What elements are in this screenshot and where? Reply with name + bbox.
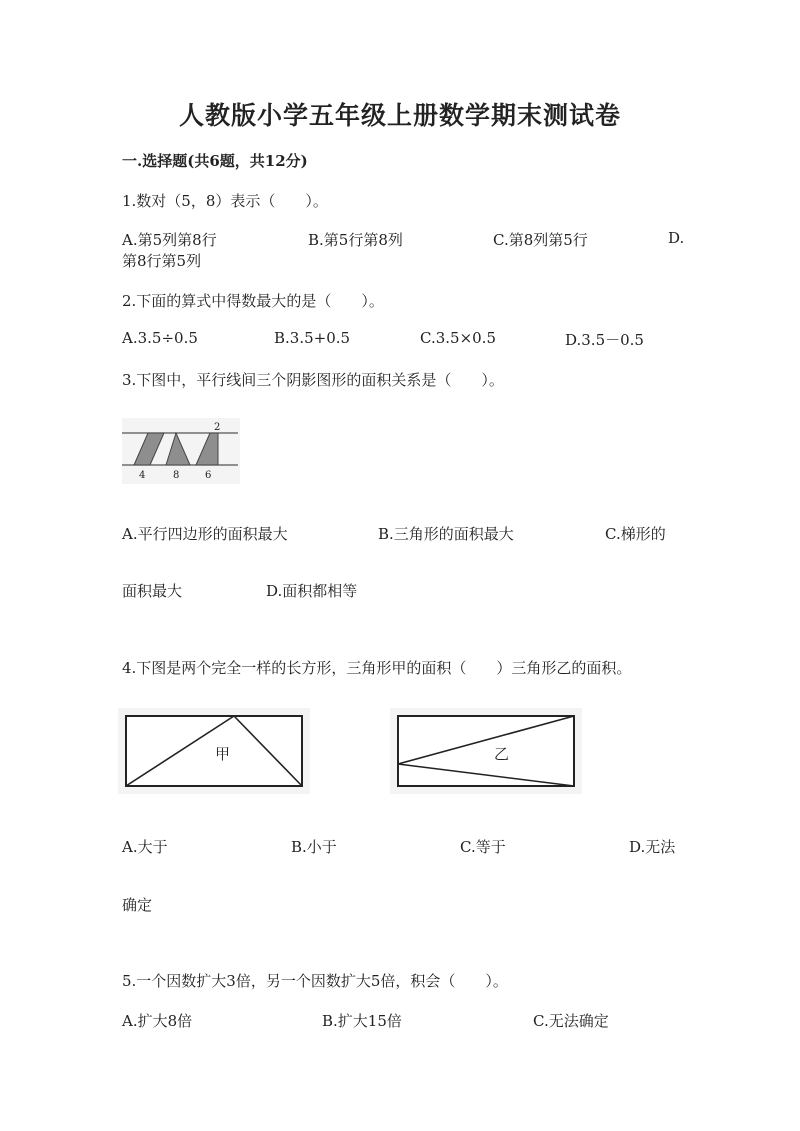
question-3-option-c-text: 面积最大 bbox=[122, 582, 183, 600]
question-1-option-a: A.第5列第8行 bbox=[122, 231, 217, 249]
question-5-stem: 5.一个因数扩大3倍，另一个因数扩大5倍，积会（ ）。 bbox=[122, 972, 508, 990]
question-1-stem: 1.数对（5，8）表示（ ）。 bbox=[122, 192, 328, 210]
question-3-option-c: C.梯形的 bbox=[605, 525, 666, 543]
question-4-figure-right bbox=[390, 708, 582, 794]
question-4-option-c: C.等于 bbox=[460, 838, 506, 856]
question-2-stem: 2.下面的算式中得数最大的是（ ）。 bbox=[122, 292, 384, 310]
question-4-option-a: A.大于 bbox=[122, 838, 168, 856]
question-2-option-c: C.3.5×0.5 bbox=[420, 329, 496, 347]
question-1-option-d: D. bbox=[668, 229, 685, 247]
question-1-option-c: C.第8列第5行 bbox=[493, 231, 588, 249]
question-4-option-b: B.小于 bbox=[291, 838, 337, 856]
question-5-option-a: A.扩大8倍 bbox=[122, 1012, 193, 1030]
question-2-option-a: A.3.5÷0.5 bbox=[122, 329, 198, 347]
question-4-figure-left bbox=[118, 708, 310, 794]
figure-label-top: 2 bbox=[214, 422, 221, 433]
question-1-option-d-text: 第8行第5列 bbox=[122, 252, 202, 270]
question-3-option-b: B.三角形的面积最大 bbox=[378, 525, 514, 543]
triangle-jia-label: 甲 bbox=[215, 745, 231, 763]
question-3-option-d: D.面积都相等 bbox=[266, 582, 358, 600]
triangle-yi-label: 乙 bbox=[494, 745, 510, 763]
question-4-option-d: D.无法 bbox=[629, 838, 676, 856]
question-5-option-c: C.无法确定 bbox=[533, 1012, 609, 1030]
question-2-option-b: B.3.5+0.5 bbox=[274, 329, 351, 347]
question-4-stem: 4.下图是两个完全一样的长方形，三角形甲的面积（ ）三角形乙的面积。 bbox=[122, 659, 632, 677]
figure-label-bottom-3: 6 bbox=[205, 470, 212, 481]
question-3-stem: 3.下图中，平行线间三个阴影图形的面积关系是（ ）。 bbox=[122, 371, 504, 389]
question-3-option-a: A.平行四边形的面积最大 bbox=[122, 525, 288, 543]
question-4-option-d-text: 确定 bbox=[122, 896, 153, 914]
page-title: 人教版小学五年级上册数学期末测试卷 bbox=[178, 101, 621, 130]
figure-label-bottom-2: 8 bbox=[173, 470, 180, 481]
question-5-option-b: B.扩大15倍 bbox=[322, 1012, 402, 1030]
section-heading: 一.选择题(共6题，共12分) bbox=[122, 152, 308, 170]
question-2-option-d: D.3.5－0.5 bbox=[565, 331, 644, 349]
question-3-figure bbox=[122, 418, 240, 484]
figure-label-bottom-1: 4 bbox=[139, 470, 146, 481]
question-1-option-b: B.第5行第8列 bbox=[308, 231, 403, 249]
